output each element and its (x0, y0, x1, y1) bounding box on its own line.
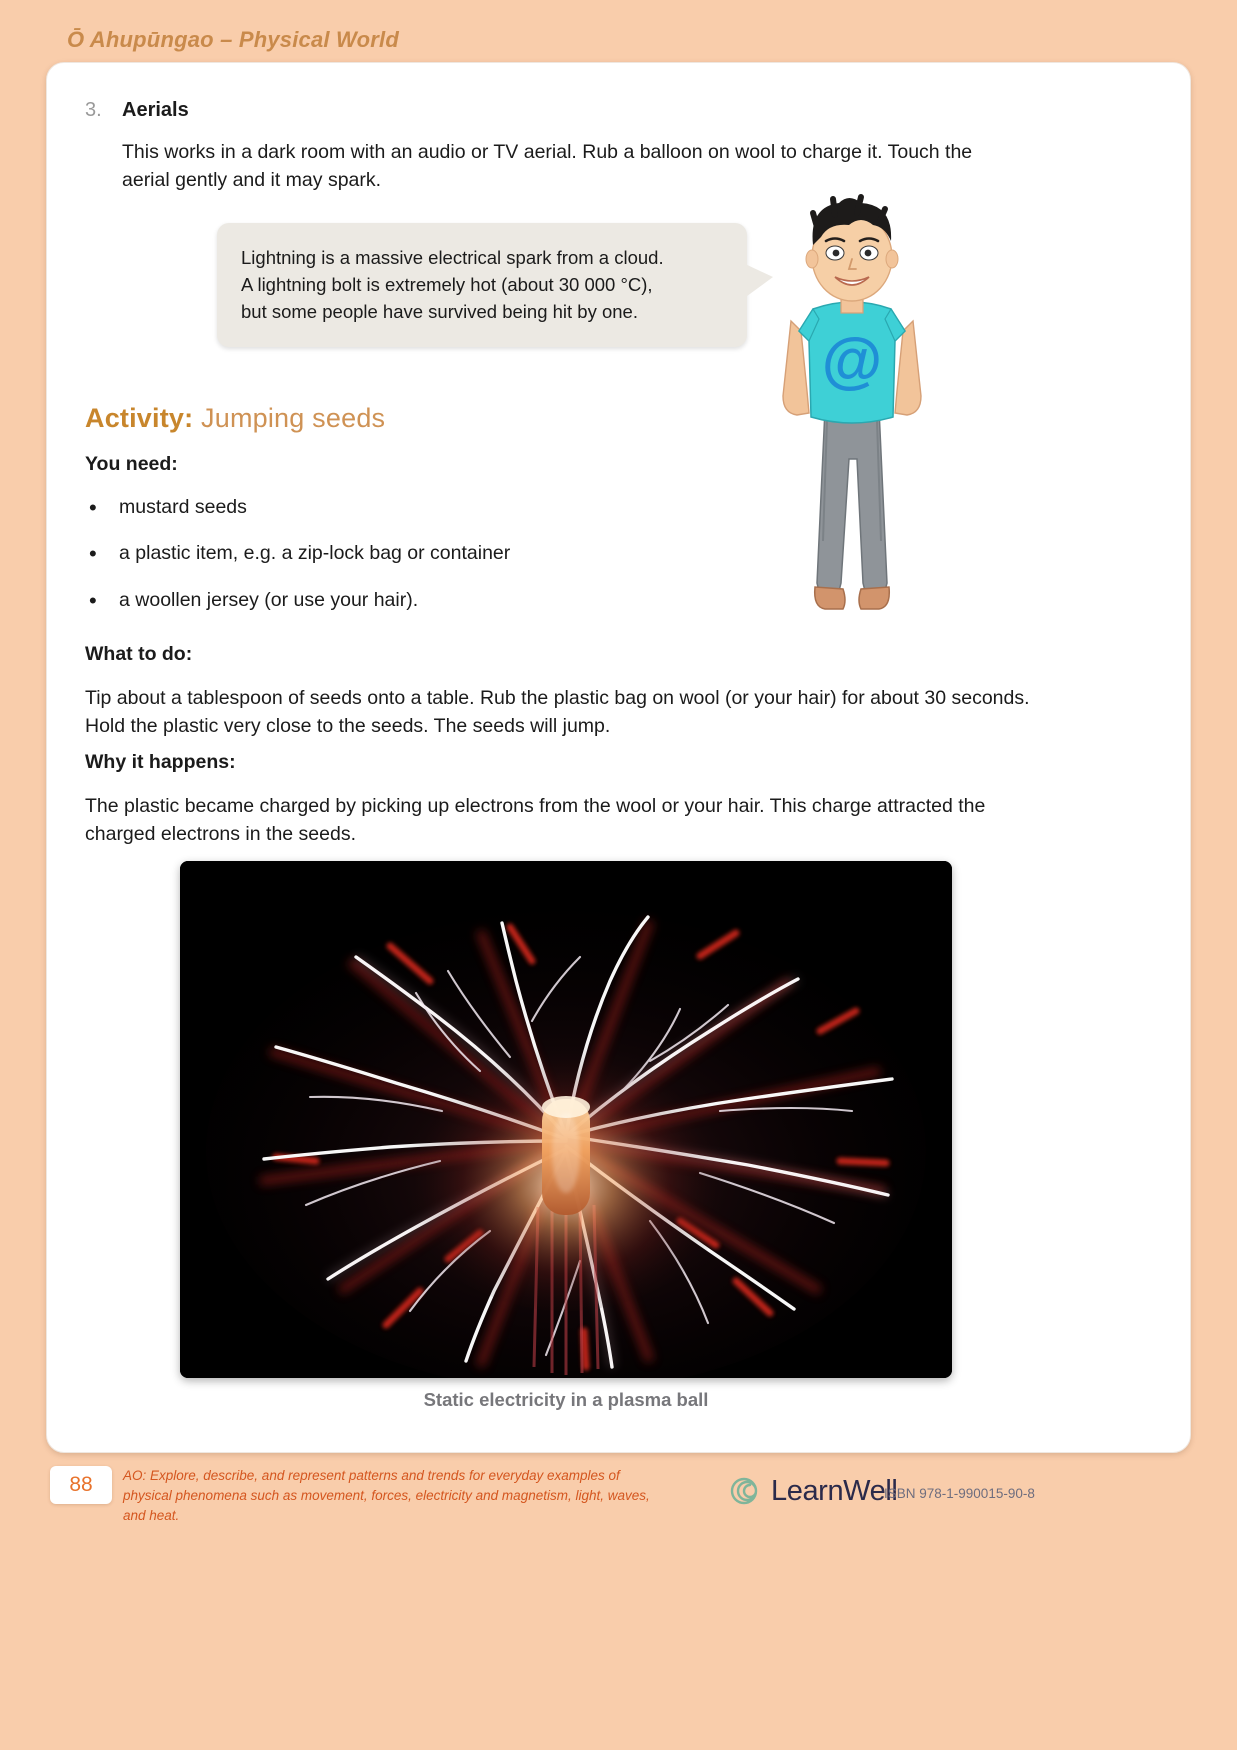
speech-bubble-wrapper (217, 223, 747, 347)
achievement-objective-text: AO: Explore, describe, and represent patterns and trends for everyday examples of physical phenomena such as movement, forces, electricity and magnetism, light, waves, and heat. (123, 1468, 650, 1523)
plasma-ball-svg (180, 861, 952, 1378)
ear-right (886, 250, 898, 268)
section-body-text: This works in a dark room with an audio or TV aerial. Rub a balloon on wool to charge it. Touch the aerial gently and it may spark. (122, 141, 973, 191)
speech-bubble-line-2: A lightning bolt is extremely hot (about 30 000 °C), (241, 273, 653, 295)
electrode-highlight (552, 1113, 580, 1193)
learnwell-logo (726, 1473, 897, 1509)
pupil-left (833, 250, 840, 257)
you-need-block (85, 453, 1045, 633)
what-to-do-heading: What to do: (85, 643, 193, 665)
koru-spiral-icon (726, 1473, 762, 1509)
numbered-item-heading-row (85, 99, 1095, 122)
you-need-heading: You need: (85, 453, 178, 475)
speech-bubble (217, 223, 747, 347)
pupil-right (865, 250, 872, 257)
running-header: Ō Ahupūngao – Physical World (67, 27, 399, 52)
page-number-badge: 88 (50, 1466, 112, 1504)
isbn-text: ISBN 978-1-990015-90-8 (884, 1486, 1035, 1501)
what-to-do-body: Tip about a tablespoon of seeds onto a table. Rub the plastic bag on wool (or your hair) for about 30 seconds. Hold the plastic very close to the seeds. The seeds will jump. (85, 687, 1030, 738)
what-to-do-block (85, 643, 1045, 741)
why-it-happens-body: The plastic became charged by picking up electrons from the wool or your hair. This charge attracted the charged electrons in the seeds. (85, 795, 986, 846)
page-card (46, 62, 1191, 1453)
list-number: 3. (85, 99, 102, 121)
list-item: • mustard seeds (85, 494, 1045, 521)
you-need-list (85, 494, 1045, 614)
shirt-at-symbol: @ (821, 326, 883, 395)
numbered-item-aerials (85, 99, 1095, 194)
why-it-happens-block (85, 751, 1045, 849)
why-it-happens-heading: Why it happens: (85, 751, 236, 773)
figure-caption: Static electricity in a plasma ball (423, 1389, 709, 1410)
page-content (67, 81, 1170, 1442)
activity-label: Activity: (85, 403, 194, 433)
speech-bubble-line-1: Lightning is a massive electrical spark from a cloud. (241, 247, 664, 268)
speech-bubble-line-3: but some people have survived being hit by one. (241, 300, 638, 322)
activity-heading (85, 403, 385, 434)
list-item: • a woollen jersey (or use your hair). (85, 587, 1045, 614)
learnwell-wordmark: LearnWell (771, 1474, 898, 1507)
section-heading: Aerials (122, 99, 189, 121)
ear-left (806, 250, 818, 268)
plasma-ball-photo (180, 861, 952, 1378)
list-item: • a plastic item, e.g. a zip-lock bag or container (85, 540, 1045, 567)
activity-title: Jumping seeds (201, 403, 386, 433)
